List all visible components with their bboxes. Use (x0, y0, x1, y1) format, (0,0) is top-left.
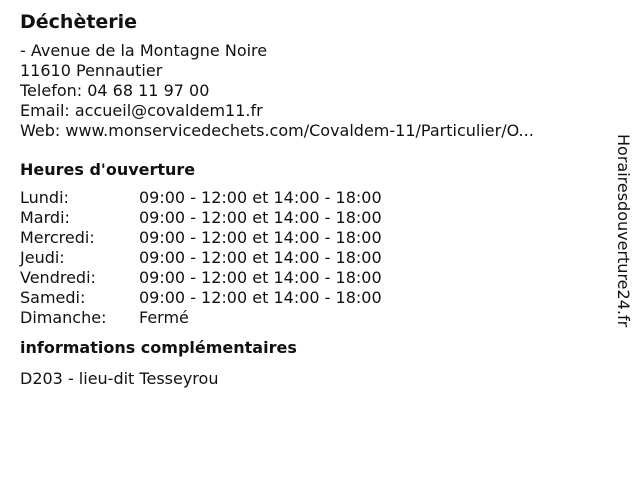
additional-info-title: informations complémentaires (20, 338, 297, 357)
hours-row-thursday (20, 248, 595, 268)
hours-row-sunday (20, 308, 595, 328)
opening-hours-title: Heures d'ouverture (20, 160, 196, 179)
hours-value: 09:00 - 12:00 et 14:00 - 18:00 (139, 288, 382, 307)
hours-value: 09:00 - 12:00 et 14:00 - 18:00 (139, 188, 382, 207)
hours-value: Fermé (139, 308, 189, 327)
phone-line (20, 81, 595, 101)
hours-value: 09:00 - 12:00 et 14:00 - 18:00 (139, 228, 382, 247)
hours-row-monday (20, 188, 595, 208)
place-title: Déchèterie (20, 11, 138, 33)
hours-row-friday (20, 268, 595, 288)
day-label: Mardi: (20, 208, 70, 227)
day-label: Lundi: (20, 188, 69, 207)
additional-info-text: D203 - lieu-dit Tesseyrou (20, 369, 219, 388)
day-label: Dimanche: (20, 308, 107, 327)
phone-value[interactable]: 04 68 11 97 00 (87, 81, 210, 100)
email-value[interactable]: accueil@covaldem11.fr (74, 101, 263, 120)
address-line-city: 11610 Pennautier (20, 61, 163, 80)
day-label: Jeudi: (20, 248, 65, 267)
hours-value: 09:00 - 12:00 et 14:00 - 18:00 (139, 248, 382, 267)
day-label: Vendredi: (20, 268, 96, 287)
hours-value: 09:00 - 12:00 et 14:00 - 18:00 (139, 208, 382, 227)
opening-hours-list (20, 188, 595, 328)
website-link[interactable]: www.monservicedechets.com/Covaldem-11/Particulier/O... (65, 121, 534, 140)
web-label: Web: (20, 121, 61, 140)
email-line (20, 101, 595, 121)
hours-row-tuesday (20, 208, 595, 228)
phone-label: Telefon: (20, 81, 83, 100)
web-line (20, 121, 595, 141)
day-label: Samedi: (20, 288, 86, 307)
place-card (20, 10, 595, 389)
day-label: Mercredi: (20, 228, 95, 247)
hours-value: 09:00 - 12:00 et 14:00 - 18:00 (139, 268, 382, 287)
hours-row-wednesday (20, 228, 595, 248)
hours-row-saturday (20, 288, 595, 308)
site-brand-watermark: Horairesdouverture24.fr (614, 134, 633, 328)
address-line-street: - Avenue de la Montagne Noire (20, 41, 268, 60)
email-label: Email: (20, 101, 70, 120)
